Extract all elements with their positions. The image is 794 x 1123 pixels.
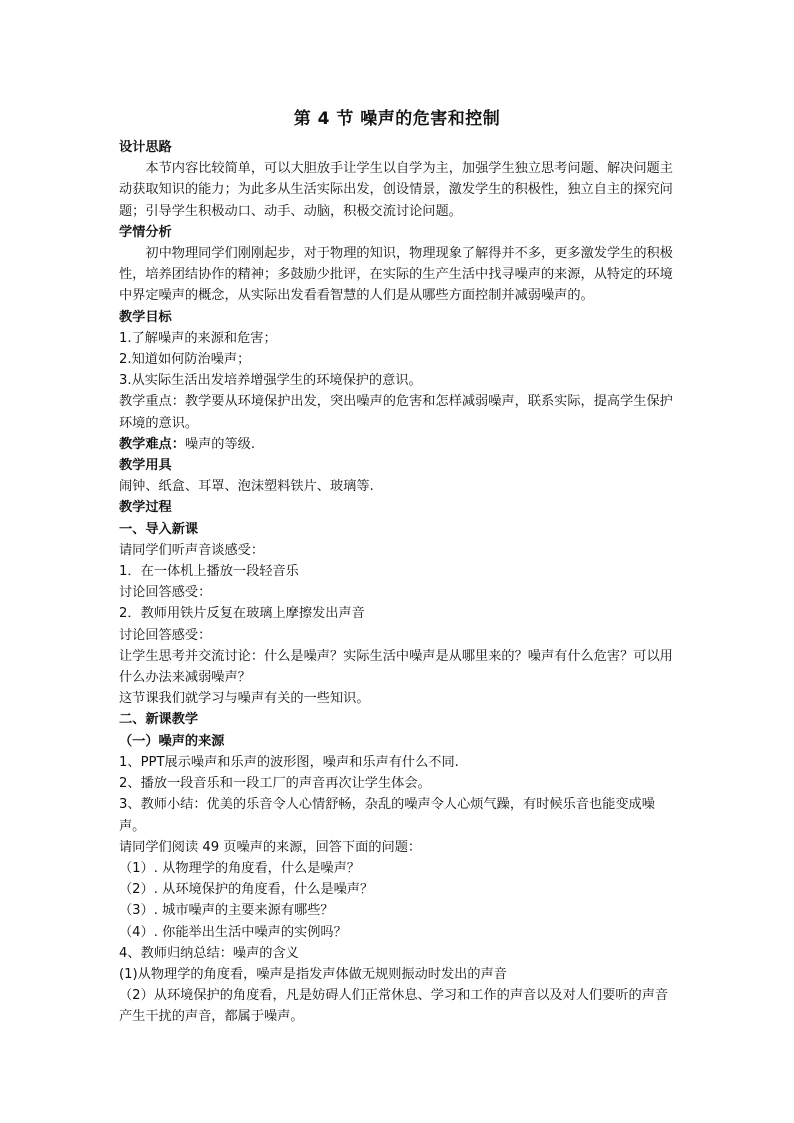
intro-line: 讨论回答感受： [119,627,212,643]
design-heading: 设计思路 [119,140,172,155]
goal-item: 3.从实际生活出发培养增强学生的环境保护的意识。 [119,373,422,389]
intro-line: 让学生思考并交流讨论：什么是噪声？实际生活中噪声是从哪里来的？噪声有什么危害？可以用什么办法来减弱噪声？ [119,648,673,686]
question-item: （3）. 城市噪声的主要来源有哪些？ [119,903,334,919]
analysis-text: 初中物理同学们刚刚起步，对于物理的知识，物理现象了解得并不多，更多激发学生的积极性，培养团结协作的精神；多鼓励少批评，在实际的生产生活中找寻噪声的来源，从特定的环境中界定噪声的概念，从实际出发看看智慧的人们是从哪些方面控制并减弱噪声的。 [119,246,673,304]
intro-heading: 一、导入新课 [119,521,199,537]
answer-item: (1)从物理学的角度看，噪声是指发声体做无规则振动时发出的声音 [119,966,507,982]
key-point: 教学重点：教学要从环境保护出发，突出噪声的危害和怎样减弱噪声，联系实际，提高学生保护环境的意识。 [119,394,673,431]
intro-line: 讨论回答感受： [119,585,212,601]
intro-line: 这节课我们就学习与噪声有关的一些知识。 [119,691,370,707]
difficulty-label: 教学难点： [119,436,185,452]
goal-item: 2.知道如何防治噪声； [119,352,251,368]
difficulty [119,434,677,455]
summary-line: 4、教师归纳总结：噪声的含义 [119,945,299,961]
question-item: （1）. 从物理学的角度看，什么是噪声？ [119,860,360,876]
intro-line: 1．在一体机上播放一段轻音乐 [119,564,299,580]
question-item: （4）. 你能举出生活中噪声的实例吗？ [119,924,347,940]
design-text: 本节内容比较简单，可以大胆放手让学生以自学为主，加强学生独立思考问题、解决问题主动获取知识的能力；为此多从生活实际出发，创设情景，激发学生的积极性，独立自主的探究问题；引导学生积极动口、动手、动脑，积极交流讨论问题。 [119,161,673,219]
newlesson-subheading: （一）噪声的来源 [119,733,225,749]
process-heading: 教学过程 [119,500,172,516]
analysis-heading: 学情分析 [119,224,172,240]
question-item: （2）. 从环境保护的角度看，什么是噪声？ [119,882,374,898]
tools-text: 闹钟、纸盒、耳罩、泡沫塑料铁片、玻璃等. [119,479,374,495]
newlesson-step: 1、PPT展示噪声和乐声的波形图，噪声和乐声有什么不同. [119,754,459,770]
newlesson-step: 3、教师小结：优美的乐音令人心情舒畅，杂乱的噪声令人心烦气躁，有时候乐音也能变成噪声。 [119,797,655,834]
tools-heading: 教学用具 [119,458,172,474]
page-title: 第 4 节 噪声的危害和控制 [293,109,501,129]
newlesson-heading: 二、新课教学 [119,712,199,728]
answer-item: （2）从环境保护的角度看，凡是妨碍人们正常休息、学习和工作的声音以及对人们要听的声音产生干扰的声音，都属于噪声。 [119,988,669,1025]
newlesson-step: 请同学们阅读 49 页噪声的来源，回答下面的问题： [119,839,422,855]
goal-item: 1.了解噪声的来源和危害； [119,330,277,346]
newlesson-step: 2、播放一段音乐和一段工厂的声音再次让学生体会。 [119,776,431,792]
document-body [119,137,677,1028]
goals-heading: 教学目标 [119,309,172,325]
difficulty-text: 噪声的等级. [184,436,256,452]
intro-line: 请同学们听声音谈感受： [119,542,265,558]
intro-line: 2．教师用铁片反复在玻璃上摩擦发出声音 [119,606,365,622]
